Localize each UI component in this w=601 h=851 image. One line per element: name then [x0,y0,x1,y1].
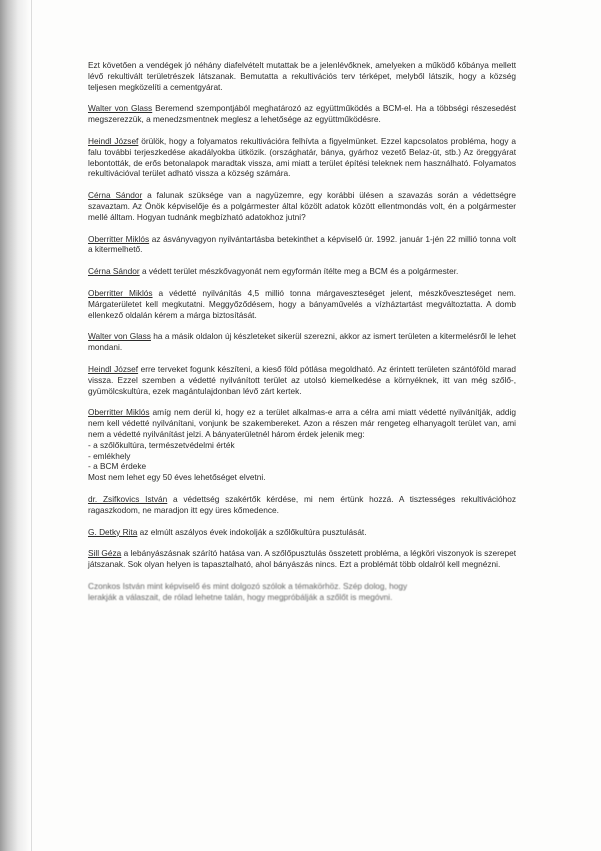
speaker-name: Walter von Glass [88,331,151,342]
list-item: - a szőlőkultúra, természetvédelmi érték [88,439,235,450]
speaker-name: Oberritter Miklós [88,407,150,418]
speaker-name: Cérna Sándor [88,266,140,277]
speaker-name: Walter von Glass [88,103,153,114]
paragraph-oberritter-2: Oberritter Miklós a védetté nyilvánítás 4,5 millió tonna márgaveszteséget jelent, mészkőveszteséget nem. Márgaterületet kell megkutatni. Meggyőződésem, hogy a bányaművelés a vízháztartást megváltoztatta. A domb ellenkező oldalán kérem a márga biztosítását. [88,287,516,320]
minutes-text [88,60,516,613]
paragraph-detky: G. Detky Rita az elmúlt aszályos évek indokolják a szőlőkultúra pusztulását. [88,526,367,537]
speaker-name: Cérna Sándor [88,190,143,201]
paragraph-cerna-2: Cérna Sándor a védett terület mészkővagyonát nem egyformán ítélte meg a BCM és a polgármester. [88,266,459,277]
paragraph-zsifkovics: dr. Zsifkovics István a védettség szakértők kérdése, mi nem értünk hozzá. A tisztességes rekultivációhoz ragaszkodom, ne maradjon itt egy üres kőmedence. [88,493,516,515]
speaker-name: G. Detky Rita [88,526,138,537]
speaker-name: Sill Géza [88,548,122,559]
paragraph-intro: Ezt követően a vendégek jó néhány diafelvételt mutattak be a jelenlévőknek, amelyeken a működő kőbánya mellett lévő rekultivált területrészek látszanak. Bemutatta a rekultivációs terv térképet, melyből látszik, hogy a község teljesen megközelíti a cementgyárat. [88,60,516,92]
paragraph-heindl-2: Heindl József erre terveket fogunk készíteni, a kieső föld pótlása megoldható. Az érintett területen szántóföld marad vissza. Ezzel szemben a védetté nyilvánított terület az utolsó kiemelkedése a környéknek, itt van még szőlő-, gyümölcskultúra, ezek magántulajdonban lévő zárt kertek. [88,363,516,396]
interest-list [88,440,516,472]
speaker-name: Heindl József [88,363,139,374]
speaker-name: Heindl József [88,135,139,146]
speaker-name: Oberritter Miklós [88,287,153,298]
paragraph-walter-2: Walter von Glass ha a másik oldalon új készleteket sikerül szerezni, akkor az ismert területen a kitermelésről le lehet mondani. [88,331,516,353]
paragraph-sill: Sill Géza a lebányászásnak szárító hatása van. A szőlőpusztulás összetett probléma, a légköri viszonyok is szerepet játszanak. Sok olyan helyen is tapasztalható, ahol bányászás nincs. Ezt a problémát több oldalról kell megnézni. [88,548,516,570]
paragraph-cerna-1: Cérna Sándor a falunak szüksége van a nagyüzemre, egy korábbi ülésen a szavazás során a védettségre szavaztam. Az Önök képviselője és a polgármester által közölt adatok között ellentmondás volt, én a polgármester mellé álltam. Hogyan tudnánk megbízható adatokhoz jutni? [88,190,516,222]
closing-line: Most nem lehet egy 50 éves lehetőséget elvetni. [88,472,266,483]
paragraph-walter-1: Walter von Glass Beremend szempontjából meghatározó az együttműködés a BCM-el. Ha a többségi részesedést megszerezzük, a menedzsmentnek meglesz a lehetősége az együttműködésre. [88,103,517,125]
scan-fold-line [31,0,32,851]
list-item: - a BCM érdeke [88,461,147,472]
speaker-name: dr. Zsifkovics István [88,493,168,504]
smudged-paragraph: Czonkos István mint képviselő és mint dolgozó szólok a témakörhöz. Szép dolog, hogy lerakják a válaszait, de rólad lehetne talán, hogy megpróbálják a szőlőt is megóvni. [88,580,408,602]
paragraph-heindl-1: Heindl József örülök, hogy a folyamatos rekultivációra felhívta a figyelmünket. Ezzel kapcsolatos probléma, hogy a falu további terjeszkedése akadályokba ütközik. (országhatár, bánya, gyárhoz vezető Belaz-út, stb.) Az öreggyárat lebontották, de erős betonalapok maradtak vissza, ami miatt a terület építési teleknek nem használható. Folyamatos rekultivációval terület adható vissza a község számára. [88,135,516,179]
list-item: - emlékhely [88,450,131,461]
paragraph-oberritter-3: Oberritter Miklós amíg nem derül ki, hogy ez a terület alkalmas-e arra a célra ami miatt védetté nyilvánítják, addig nem kell védetté nyilvánítani, vonjunk be szakembereket. Azon a részen már rengeteg elhanyagolt terület van, ami nem a védetté nyilvánítást jelzi. A bányaterületnél három érdek jelenik meg: - a szőlőkultúra, természetvédelmi érték - emlékhely - a BCM érdeke Most nem lehet egy 50 éves lehetőséget elvetni. [88,407,516,483]
paragraph-oberritter-1: Oberritter Miklós az ásványvagyon nyilvántartásba betekinthet a képviselő úr. 1992. január 1-jén 22 millió tonna volt a kitermelhető. [88,233,517,255]
scan-shadow-edge [0,0,30,851]
speaker-name: Oberritter Miklós [88,233,150,244]
